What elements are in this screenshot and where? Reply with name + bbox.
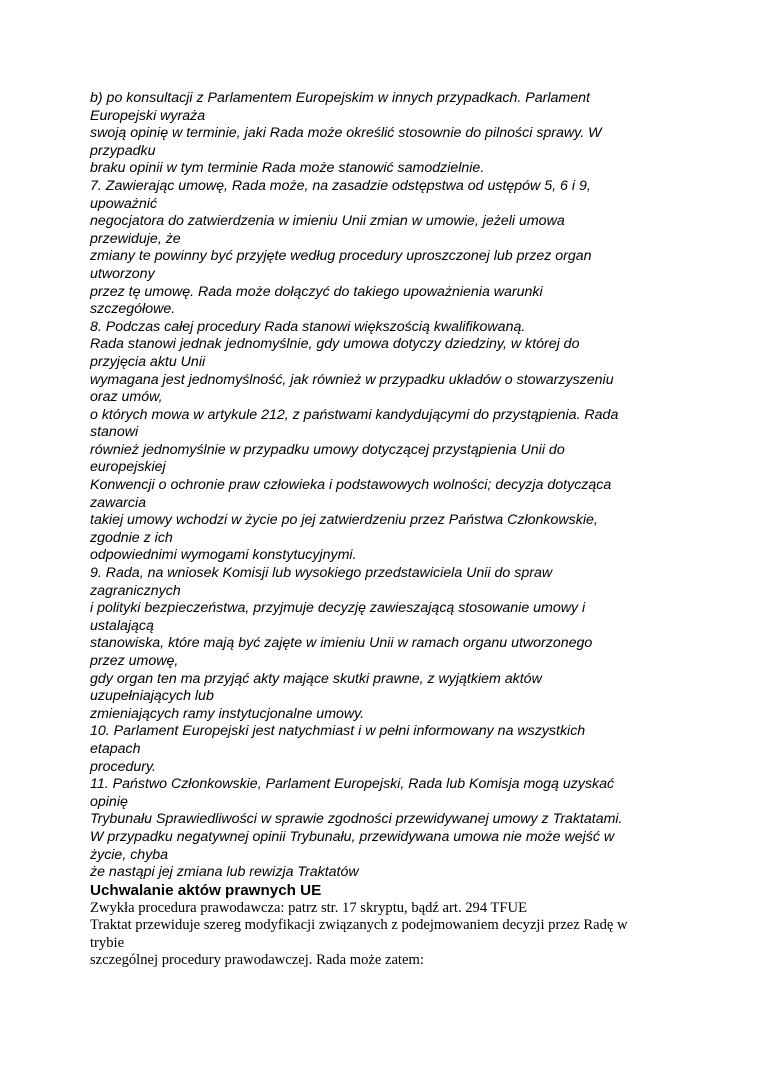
- text-line: stanowi: [90, 424, 139, 441]
- text-line: życie, chyba: [90, 846, 169, 863]
- text-line: europejskiej: [90, 459, 166, 476]
- text-line: oraz umów,: [90, 389, 163, 406]
- text-line: 10. Parlament Europejski jest natychmiast i w pełni informowany na wszystkich: [90, 723, 586, 740]
- text-line: Zwykła procedura prawodawcza: patrz str. 17 skryptu, bądź art. 294 TFUE: [90, 899, 527, 916]
- text-line: przypadku: [90, 142, 156, 159]
- treaty-text-block: [90, 90, 680, 882]
- text-line: zmieniających ramy instytucjonalne umowy.: [90, 705, 365, 722]
- text-line: 9. Rada, na wniosek Komisji lub wysokiego przedstawiciela Unii do spraw: [90, 565, 553, 582]
- text-line: trybie: [90, 934, 125, 951]
- text-line: ustalającą: [90, 617, 154, 634]
- text-line: 11. Państwo Członkowskie, Parlament Europejski, Rada lub Komisja mogą uzyskać: [90, 776, 615, 793]
- text-line: etapach: [90, 740, 141, 757]
- text-line: zawarcia: [90, 494, 146, 511]
- text-line: przyjęcia aktu Unii: [90, 353, 206, 370]
- text-line: opinię: [90, 793, 128, 810]
- text-line: przewiduje, że: [90, 230, 181, 247]
- text-line: Trybunału Sprawiedliwości w sprawie zgodności przewidywanej umowy z Traktatami.: [90, 811, 623, 828]
- text-line: wymagana jest jednomyślność, jak również w przypadku układów o stowarzyszeniu: [90, 371, 614, 388]
- text-line: Rada stanowi jednak jednomyślnie, gdy umowa dotyczy dziedziny, w której do: [90, 336, 580, 353]
- text-line: procedury.: [90, 758, 156, 775]
- text-line: 8. Podczas całej procedury Rada stanowi większością kwalifikowaną.: [90, 318, 526, 335]
- text-line: Europejski wyraża: [90, 107, 206, 124]
- text-line: że nastąpi jej zmiana lub rewizja Traktatów: [90, 864, 359, 881]
- text-line: zagranicznych: [90, 582, 181, 599]
- text-line: o których mowa w artykule 212, z państwami kandydującymi do przystąpienia. Rada: [90, 406, 619, 423]
- text-line: szczegółowe.: [90, 301, 176, 318]
- text-line: Konwencji o ochronie praw człowieka i podstawowych wolności; decyzja dotycząca: [90, 477, 612, 494]
- text-line: 7. Zawierając umowę, Rada może, na zasadzie odstępstwa od ustępów 5, 6 i 9,: [90, 177, 591, 194]
- text-line: stanowiska, które mają być zajęte w imieniu Unii w ramach organu utworzonego: [90, 635, 593, 652]
- text-line: W przypadku negatywnej opinii Trybunału, przewidywana umowa nie może wejść w: [90, 828, 615, 845]
- text-line: uzupełniających lub: [90, 688, 214, 705]
- section-heading: Uchwalanie aktów prawnych UE: [90, 881, 322, 899]
- text-line: gdy organ ten ma przyjąć akty mające skutki prawne, z wyjątkiem aktów: [90, 670, 542, 687]
- text-line: odpowiednimi wymogami konstytucyjnymi.: [90, 547, 357, 564]
- text-line: swoją opinię w terminie, jaki Rada może określić stosownie do pilności sprawy. W: [90, 125, 602, 142]
- document-page: [90, 90, 680, 969]
- text-line: braku opinii w tym terminie Rada może stanowić samodzielnie.: [90, 160, 485, 177]
- text-line: przez tę umowę. Rada może dołączyć do takiego upoważnienia warunki: [90, 283, 543, 300]
- procedure-text-block: [90, 900, 680, 970]
- text-line: szczególnej procedury prawodawczej. Rada może zatem:: [90, 951, 424, 968]
- text-line: negocjatora do zatwierdzenia w imieniu Unii zmian w umowie, jeżeli umowa: [90, 213, 565, 230]
- text-line: takiej umowy wchodzi w życie po jej zatwierdzeniu przez Państwa Członkowskie,: [90, 512, 598, 529]
- text-line: również jednomyślnie w przypadku umowy dotyczącej przystąpienia Unii do: [90, 441, 565, 458]
- text-line: i polityki bezpieczeństwa, przyjmuje decyzję zawieszającą stosowanie umowy i: [90, 600, 586, 617]
- text-line: zmiany te powinny być przyjęte według procedury uproszczonej lub przez organ: [90, 248, 592, 265]
- text-line: b) po konsultacji z Parlamentem Europejskim w innych przypadkach. Parlament: [90, 90, 590, 106]
- text-line: zgodnie z ich: [90, 529, 173, 546]
- text-line: przez umowę,: [90, 653, 179, 669]
- text-line: upoważnić: [90, 195, 158, 212]
- text-line: utworzony: [90, 265, 155, 282]
- text-line: Traktat przewiduje szereg modyfikacji związanych z podejmowaniem decyzji przez Radę w: [90, 917, 628, 934]
